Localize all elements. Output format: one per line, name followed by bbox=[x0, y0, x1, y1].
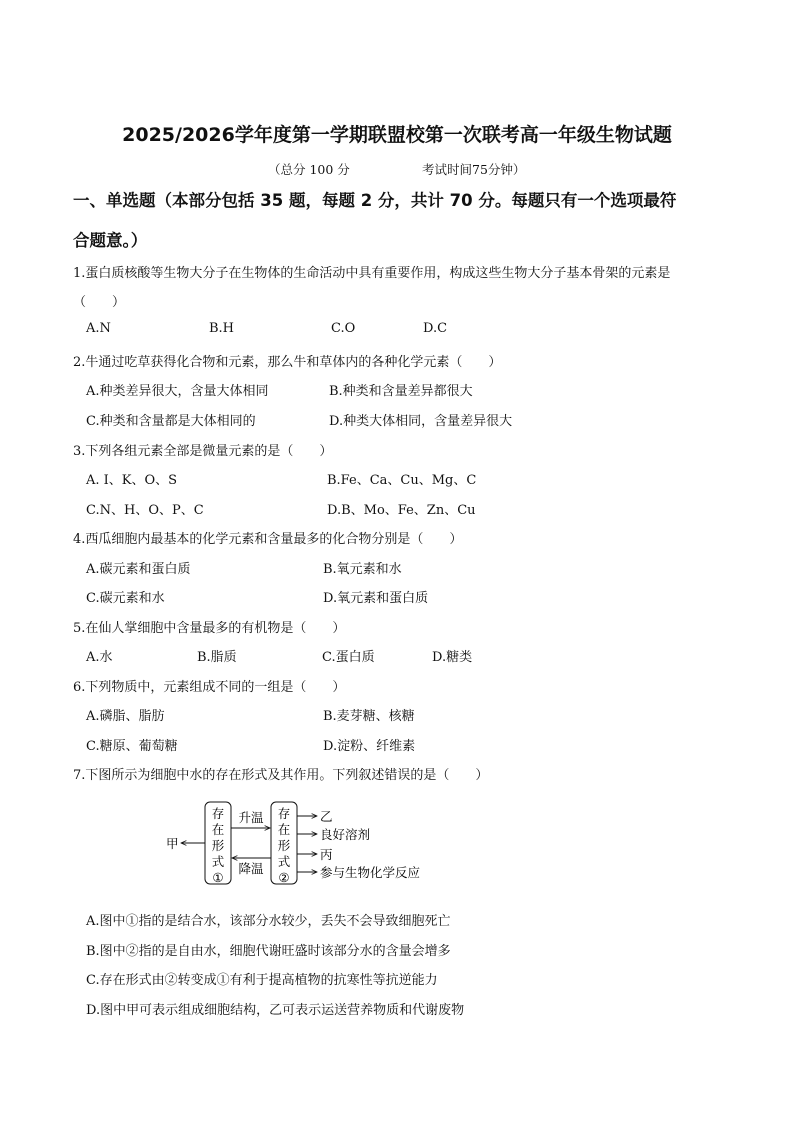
question-6-option-c: C.糖原、葡萄糖 bbox=[86, 739, 178, 754]
page-title: 2025/2026学年度第一学期联盟校第一次联考高一年级生物试题 bbox=[122, 124, 672, 146]
question-6-stem: 6.下列物质中，元素组成不同的一组是（ ） bbox=[73, 680, 346, 695]
question-6-option-d: D.淀粉、纤维素 bbox=[323, 739, 416, 754]
question-3-option-c: C.N、H、O、P、C bbox=[86, 503, 204, 518]
box2-char-5: ② bbox=[278, 870, 290, 885]
question-4-stem: 4.西瓜细胞内最基本的化学元素和含量最多的化合物分别是（ ） bbox=[73, 532, 463, 547]
reaction-label: 参与生物化学反应 bbox=[320, 865, 421, 880]
question-1-option-c: C.O bbox=[331, 321, 356, 336]
question-3-option-b: B.Fe、Ca、Cu、Mg、C bbox=[327, 473, 477, 488]
box2-char-1: 存 bbox=[277, 806, 291, 821]
question-7-stem: 7.下图所示为细胞中水的存在形式及其作用。下列叙述错误的是（ ） bbox=[73, 768, 489, 783]
question-5-option-a: A.水 bbox=[86, 650, 113, 665]
question-1-stem: 1.蛋白质核酸等生物大分子在生物体的生命活动中具有重要作用，构成这些生物大分子基本骨架的元素是 bbox=[73, 266, 671, 281]
jia-label: 甲 bbox=[166, 836, 179, 851]
water-forms-diagram bbox=[160, 798, 450, 888]
question-7-option-d: D.图中甲可表示组成细胞结构，乙可表示运送营养物质和代谢废物 bbox=[86, 1003, 465, 1018]
box1-char-3: 形 bbox=[211, 838, 225, 853]
question-6-option-a: A.磷脂、脂肪 bbox=[86, 709, 165, 724]
question-5-option-d: D.糖类 bbox=[432, 650, 473, 665]
solvent-label: 良好溶剂 bbox=[320, 827, 371, 842]
box1-char-1: 存 bbox=[211, 806, 225, 821]
cooling-label: 降温 bbox=[238, 861, 264, 876]
question-1-option-a: A.N bbox=[86, 321, 111, 336]
warming-label: 升温 bbox=[238, 810, 264, 825]
section-heading: 一、单选题（本部分包括 35 题，每题 2 分，共计 70 分。每题只有一个选项最符 bbox=[73, 191, 677, 210]
question-1-option-d: D.C bbox=[423, 321, 448, 336]
exam-time: 考试时间75分钟） bbox=[422, 162, 526, 177]
question-2-option-a: A.种类差异很大，含量大体相同 bbox=[86, 384, 269, 399]
question-3-option-a: A. I、K、O、S bbox=[86, 473, 178, 488]
question-6-option-b: B.麦芽糖、核糖 bbox=[323, 709, 415, 724]
question-2-option-b: B.种类和含量差异都很大 bbox=[329, 384, 473, 399]
question-1-stem-cont: （ ） bbox=[73, 295, 126, 310]
box1-char-2: 在 bbox=[211, 822, 225, 837]
question-3-stem: 3.下列各组元素全部是微量元素的是（ ） bbox=[73, 444, 333, 459]
yi-label: 乙 bbox=[320, 809, 333, 824]
box2-char-4: 式 bbox=[277, 854, 291, 869]
box2-char-3: 形 bbox=[277, 838, 291, 853]
question-2-option-d: D.种类大体相同，含量差异很大 bbox=[329, 414, 513, 429]
total-score: （总分 100 分 bbox=[268, 162, 350, 177]
question-5-option-c: C.蛋白质 bbox=[322, 650, 375, 665]
question-2-option-c: C.种类和含量都是大体相同的 bbox=[86, 414, 256, 429]
question-5-option-b: B.脂质 bbox=[197, 650, 237, 665]
box1-char-5: ① bbox=[212, 870, 224, 885]
box1-char-4: 式 bbox=[211, 854, 225, 869]
question-4-option-c: C.碳元素和水 bbox=[86, 591, 165, 606]
question-5-stem: 5.在仙人掌细胞中含量最多的有机物是（ ） bbox=[73, 621, 346, 636]
question-2-stem: 2.牛通过吃草获得化合物和元素，那么牛和草体内的各种化学元素（ ） bbox=[73, 355, 502, 370]
question-4-option-d: D.氧元素和蛋白质 bbox=[323, 591, 429, 606]
question-7-option-c: C.存在形式由②转变成①有利于提高植物的抗寒性等抗逆能力 bbox=[86, 973, 438, 988]
question-3-option-d: D.B、Mo、Fe、Zn、Cu bbox=[327, 503, 476, 518]
section-heading-cont: 合题意。） bbox=[73, 231, 148, 250]
question-7-option-a: A.图中①指的是结合水，该部分水较少，丢失不会导致细胞死亡 bbox=[86, 914, 451, 929]
question-1-option-b: B.H bbox=[209, 321, 235, 336]
box2-char-2: 在 bbox=[277, 822, 291, 837]
question-7-option-b: B.图中②指的是自由水，细胞代谢旺盛时该部分水的含量会增多 bbox=[86, 944, 451, 959]
question-4-option-b: B.氧元素和水 bbox=[323, 562, 402, 577]
bing-label: 丙 bbox=[320, 847, 333, 862]
question-4-option-a: A.碳元素和蛋白质 bbox=[86, 562, 191, 577]
